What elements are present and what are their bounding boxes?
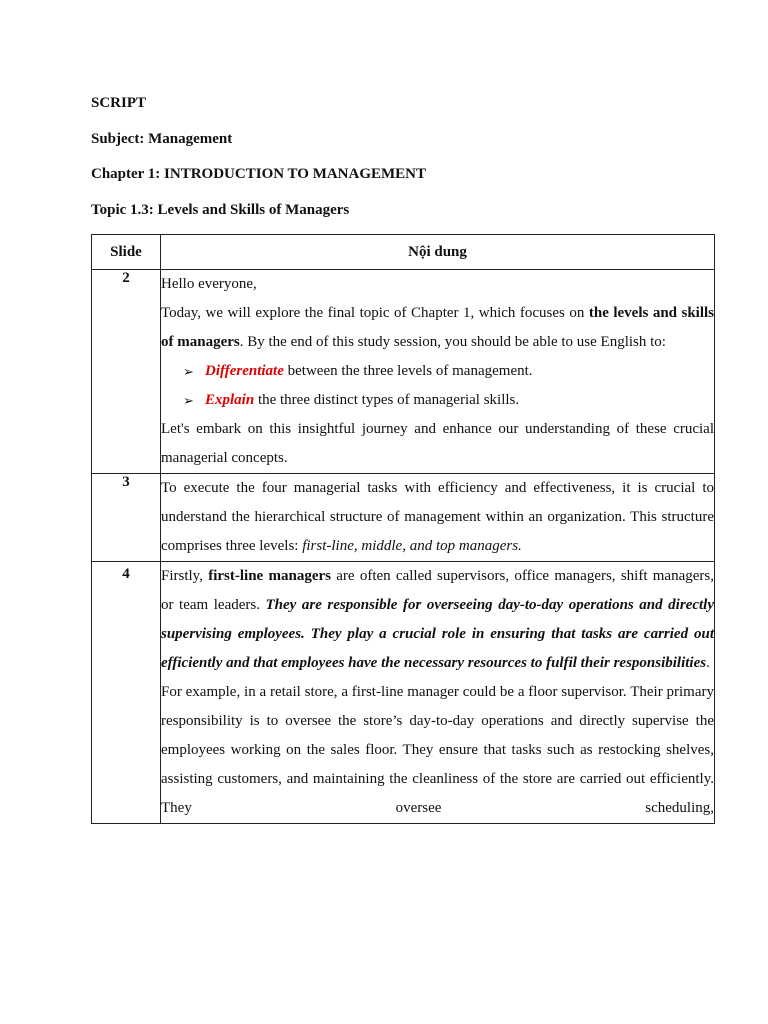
slide-number: 4 <box>92 562 161 824</box>
arrowhead-bullet-icon: ➢ <box>183 393 194 408</box>
closing-paragraph: Let's embark on this insightful journey and enhance our understanding of these crucial managerial concepts. <box>161 421 714 466</box>
slide-number: 2 <box>92 270 161 474</box>
intro-paragraph: Today, we will explore the final topic of Chapter 1, which focuses on the levels and skills of managers. By the end of this study session, you should be able to use English to: <box>161 305 715 350</box>
list-item: ➢ Explain the three distinct types of managerial skills. <box>161 386 714 415</box>
list-item: ➢ Differentiate between the three levels of management. <box>161 357 714 386</box>
doc-subject: Subject: Management <box>91 131 233 147</box>
doc-topic: Topic 1.3: Levels and Skills of Managers <box>91 202 350 218</box>
doc-chapter: Chapter 1: INTRODUCTION TO MANAGEMENT <box>91 166 427 182</box>
table-row <box>92 562 715 824</box>
slide-number: 3 <box>92 474 161 562</box>
doc-script-title: SCRIPT <box>91 95 147 111</box>
slide-content <box>161 562 715 824</box>
table-row <box>92 270 715 474</box>
slide-content <box>161 474 715 562</box>
arrowhead-bullet-icon: ➢ <box>183 364 194 379</box>
example-paragraph: For example, in a retail store, a first-line manager could be a floor supervisor. Their primary responsibility is to oversee the store’s day-to-day operations and directly supervise the employees working on the sales floor. They ensure that tasks such as restocking shelves, assisting customers, and maintaining the cleanliness of the store are carried out efficiently. They oversee scheduling, <box>161 684 714 816</box>
slide-content <box>161 270 715 474</box>
script-table <box>91 234 715 824</box>
paragraph: Firstly, first-line managers are often called supervisors, office managers, shift managers, or team leaders. They are responsible for overseeing day-to-day operations and directly supervising employees. They play a crucial role in ensuring that tasks are carried out efficiently and that employees have the necessary resources to fulfil their responsibilities. <box>161 568 714 671</box>
greeting-text: Hello everyone, <box>161 276 257 292</box>
column-header-slide: Slide <box>92 235 161 270</box>
paragraph: To execute the four managerial tasks with efficiency and effectiveness, it is crucial to understand the hierarchical structure of management within an organization. This structure comprises three levels: first-line, middle, and top managers. <box>161 480 714 554</box>
column-header-content: Nội dung <box>161 235 715 270</box>
table-row <box>92 474 715 562</box>
table-header-row <box>92 235 715 270</box>
